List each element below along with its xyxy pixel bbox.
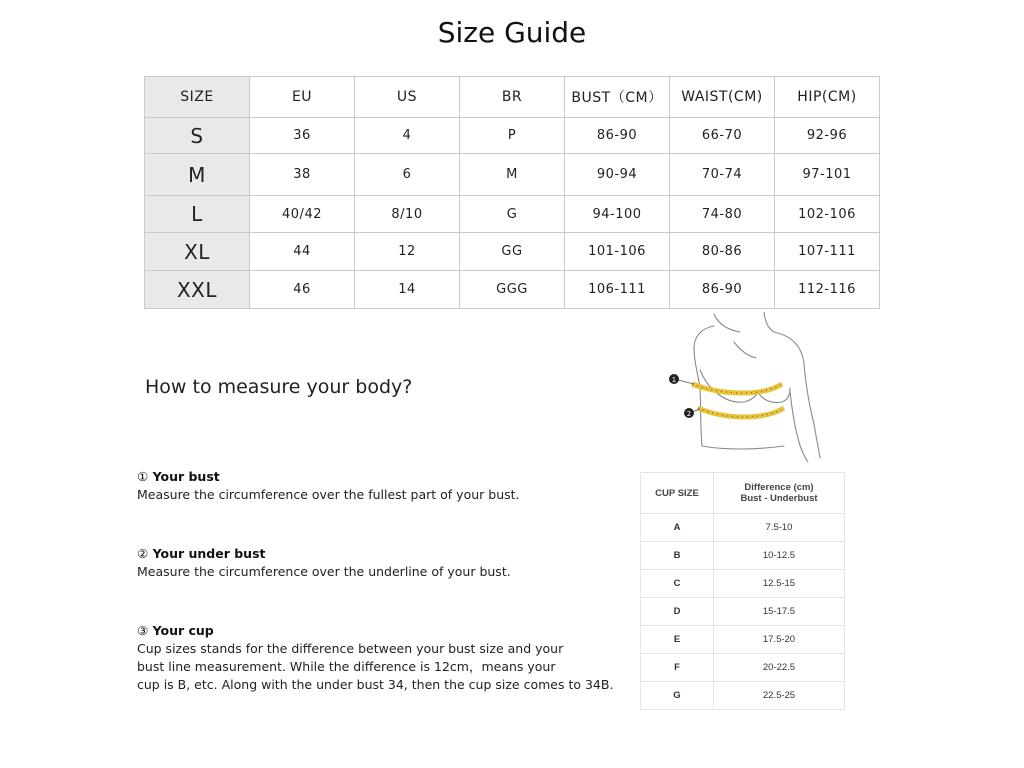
cell-us: 12 bbox=[355, 233, 460, 271]
table-row bbox=[145, 233, 880, 271]
cup-label: G bbox=[641, 682, 714, 710]
header-difference: Difference (cm) Bust - Underbust bbox=[714, 473, 845, 514]
header-eu: EU bbox=[250, 77, 355, 118]
cell-us: 14 bbox=[355, 271, 460, 309]
instruction-text: bust line measurement. While the difference is 12cm，means your bbox=[137, 659, 556, 674]
size-label: XL bbox=[145, 233, 250, 271]
cell-waist: 74-80 bbox=[670, 196, 775, 233]
size-label: S bbox=[145, 118, 250, 154]
cup-label: D bbox=[641, 598, 714, 626]
table-row bbox=[145, 271, 880, 309]
cell-bust: 101-106 bbox=[565, 233, 670, 271]
header-cup-size: CUP SIZE bbox=[641, 473, 714, 514]
table-row bbox=[641, 626, 845, 654]
cup-size-table bbox=[640, 472, 845, 710]
instruction-under-bust-title: ② Your under bust bbox=[137, 546, 266, 561]
cup-difference: 10-12.5 bbox=[714, 542, 845, 570]
cup-label: A bbox=[641, 514, 714, 542]
cup-difference: 20-22.5 bbox=[714, 654, 845, 682]
table-row bbox=[641, 514, 845, 542]
cell-us: 6 bbox=[355, 154, 460, 196]
table-row bbox=[641, 570, 845, 598]
cell-br: G bbox=[460, 196, 565, 233]
cup-label: F bbox=[641, 654, 714, 682]
header-hip: HIP(CM) bbox=[775, 77, 880, 118]
table-row bbox=[145, 196, 880, 233]
cup-label: C bbox=[641, 570, 714, 598]
svg-text:1: 1 bbox=[671, 376, 677, 384]
instruction-text: Cup sizes stands for the difference between your bust size and your bbox=[137, 641, 564, 656]
size-label: XXL bbox=[145, 271, 250, 309]
cell-us: 8/10 bbox=[355, 196, 460, 233]
cup-difference: 15-17.5 bbox=[714, 598, 845, 626]
body-measurement-illustration bbox=[664, 312, 834, 462]
cell-hip: 97-101 bbox=[775, 154, 880, 196]
measure-heading: How to measure your body? bbox=[145, 376, 413, 398]
table-row bbox=[145, 118, 880, 154]
cell-waist: 70-74 bbox=[670, 154, 775, 196]
table-row bbox=[641, 598, 845, 626]
header-br: BR bbox=[460, 77, 565, 118]
cell-bust: 86-90 bbox=[565, 118, 670, 154]
cell-br: GGG bbox=[460, 271, 565, 309]
cell-eu: 46 bbox=[250, 271, 355, 309]
cup-difference: 17.5-20 bbox=[714, 626, 845, 654]
cell-us: 4 bbox=[355, 118, 460, 154]
cup-difference: 7.5-10 bbox=[714, 514, 845, 542]
cell-bust: 106-111 bbox=[565, 271, 670, 309]
instruction-text: Measure the circumference over the underline of your bust. bbox=[137, 564, 511, 579]
instruction-cup-title: ③ Your cup bbox=[137, 623, 214, 638]
instruction-text: Measure the circumference over the fullest part of your bust. bbox=[137, 487, 520, 502]
size-label: M bbox=[145, 154, 250, 196]
svg-text:2: 2 bbox=[686, 410, 692, 418]
instruction-cup bbox=[137, 622, 637, 694]
cell-hip: 112-116 bbox=[775, 271, 880, 309]
size-label: L bbox=[145, 196, 250, 233]
cell-eu: 44 bbox=[250, 233, 355, 271]
header-waist: WAIST(CM) bbox=[670, 77, 775, 118]
cup-label: B bbox=[641, 542, 714, 570]
instruction-text: cup is B, etc. Along with the under bust 34, then the cup size comes to 34B. bbox=[137, 677, 614, 692]
marker-1-icon bbox=[669, 374, 679, 384]
cup-difference: 12.5-15 bbox=[714, 570, 845, 598]
size-chart-table bbox=[144, 76, 880, 309]
header-bust: BUST（CM） bbox=[565, 77, 670, 118]
header-us: US bbox=[355, 77, 460, 118]
page-title: Size Guide bbox=[437, 16, 587, 49]
cell-bust: 94-100 bbox=[565, 196, 670, 233]
cup-label: E bbox=[641, 626, 714, 654]
marker-2-icon bbox=[684, 408, 694, 418]
cell-hip: 107-111 bbox=[775, 233, 880, 271]
table-row bbox=[641, 654, 845, 682]
cell-waist: 66-70 bbox=[670, 118, 775, 154]
size-table-header-row bbox=[145, 77, 880, 118]
cell-hip: 92-96 bbox=[775, 118, 880, 154]
cup-table-header-row bbox=[641, 473, 845, 514]
cell-eu: 38 bbox=[250, 154, 355, 196]
instruction-under-bust bbox=[137, 545, 637, 581]
cell-eu: 36 bbox=[250, 118, 355, 154]
cell-bust: 90-94 bbox=[565, 154, 670, 196]
cell-br: M bbox=[460, 154, 565, 196]
cell-hip: 102-106 bbox=[775, 196, 880, 233]
cell-waist: 86-90 bbox=[670, 271, 775, 309]
cell-eu: 40/42 bbox=[250, 196, 355, 233]
cell-waist: 80-86 bbox=[670, 233, 775, 271]
table-row bbox=[641, 542, 845, 570]
table-row bbox=[641, 682, 845, 710]
instruction-bust bbox=[137, 468, 637, 504]
header-size: SIZE bbox=[145, 77, 250, 118]
table-row bbox=[145, 154, 880, 196]
cell-br: GG bbox=[460, 233, 565, 271]
cell-br: P bbox=[460, 118, 565, 154]
cup-difference: 22.5-25 bbox=[714, 682, 845, 710]
instruction-bust-title: ① Your bust bbox=[137, 469, 220, 484]
